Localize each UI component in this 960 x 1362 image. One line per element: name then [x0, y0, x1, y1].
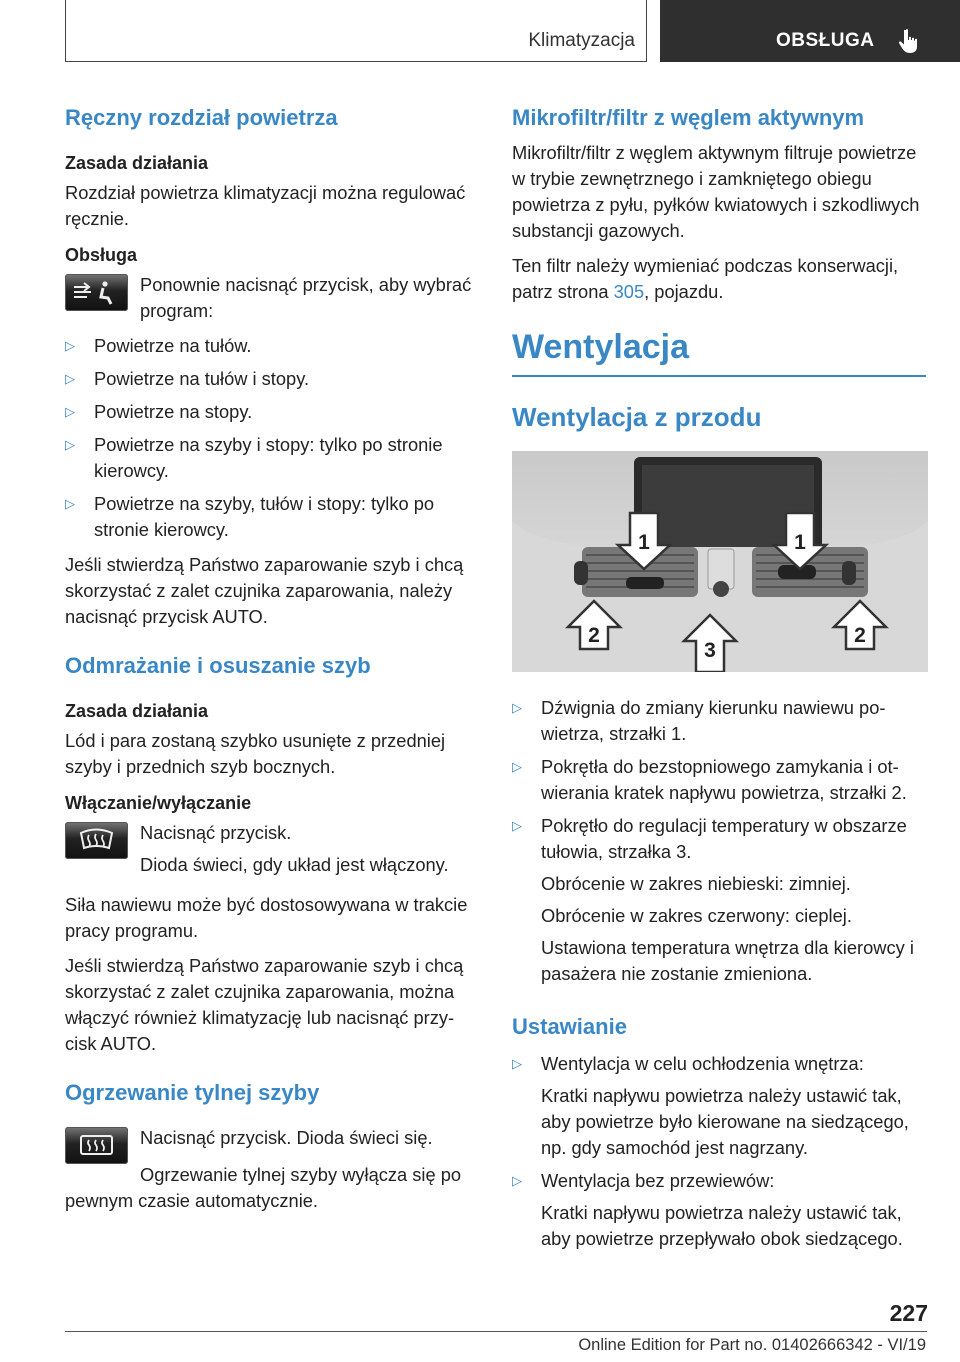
header-tab: [660, 0, 960, 62]
list-item: ▷ Pokrętła do bezstopniowego zamykania i otwierania kratek napływu powietrza, strzałki 2.: [512, 756, 907, 803]
subheading-principle: Zasada działania: [65, 701, 209, 721]
paragraph: Lód i para zostaną szybko usunięte z przedniej szyby i przednich szyb bocznych.: [65, 730, 446, 777]
pointing-hand-icon: [898, 28, 920, 54]
list-triangle-icon: ▷: [512, 818, 522, 833]
list-triangle-icon: ▷: [512, 700, 522, 715]
footer-edition: Online Edition for Part no. 01402666342 - VI/19: [578, 1336, 926, 1354]
list-triangle-icon: ▷: [512, 1056, 522, 1071]
subheading-on-off: Włączanie/wyłączanie: [65, 793, 252, 813]
list-item: ▷ Powietrze na tułów.: [65, 333, 479, 359]
paragraph: Jeśli stwierdzą Państwo zaparowanie szyb i chcą skorzystać z zalet czujnika zaparowania, należy nacisnąć przycisk AUTO.: [65, 554, 464, 627]
paragraph: Ogrzewanie tylnej szyby wyłącza się po pewnym czasie automatycznie.: [65, 1164, 462, 1211]
list-item: ▷ Powietrze na szyby, tułów i stopy: tylko po stronie kierowcy.: [65, 493, 435, 540]
photo-label: 2: [854, 624, 866, 647]
windshield-defrost-icon: [65, 822, 128, 859]
list-triangle-icon: ▷: [65, 437, 75, 452]
photo-label: 2: [588, 624, 600, 647]
list-triangle-icon: ▷: [65, 338, 75, 353]
dashboard-vents-photo: [512, 451, 928, 672]
button-instruction-text: Nacisnąć przycisk. Dioda świeci się.: [140, 1127, 433, 1148]
section-title-microfilter: Mikrofiltr/filtr z węglem aktywnym: [512, 105, 865, 130]
left-column: [65, 96, 479, 1223]
air-distribution-icon: [65, 274, 128, 311]
section-title-front-ventilation: Wentylacja z przodu: [512, 402, 762, 432]
program-list: [65, 333, 479, 543]
chapter-title-ventilation: Wentylacja: [512, 327, 926, 377]
right-column: [512, 96, 926, 1261]
vent-controls-list: [512, 695, 926, 987]
list-item: ▷ Pokrętło do regulacji temperatury w obszarze tułowia, strzałka 3. Obrócenie w zakres niebieski: zimniej. Obrócenie w zakres czerwony: cieplej. Ustawiona temperatura wnętrza dla kierowcy i pasażera nie zostanie zmieniona.: [512, 815, 914, 984]
section-title-manual-air-distribution: Ręczny rozdział powietrza: [65, 105, 338, 130]
paragraph: Siła nawiewu może być dostosowywana w trakcie pracy programu.: [65, 894, 468, 941]
photo-label: 3: [704, 639, 716, 662]
list-item: ▷ Wentylacja bez przewiewów: Kratki napływu powietrza należy ustawić tak, aby powietrze przepływało obok siedzącego.: [512, 1170, 903, 1249]
button-instruction-text: Ponownie nacisnąć przycisk, aby wybrać program:: [140, 274, 472, 321]
paragraph: Ten filtr należy wymieniać podczas konserwacji, patrz strona 305, pojazdu.: [512, 255, 899, 302]
list-item: ▷ Wentylacja w celu ochłodzenia wnętrza: Kratki napływu powietrza należy ustawić tak, aby powietrze było kierowane na siedzącego, np. gdy samochód jest nagrzany.: [512, 1053, 909, 1158]
photo-label: 1: [638, 531, 650, 554]
button-instruction: [65, 272, 479, 324]
photo-label: 1: [794, 531, 806, 554]
rear-window-heat-icon: [65, 1127, 128, 1164]
section-title-rear-window-heating: Ogrzewanie tylnej szyby: [65, 1080, 320, 1105]
list-triangle-icon: ▷: [65, 496, 75, 511]
subheading-principle: Zasada działania: [65, 153, 209, 173]
button-instruction: [65, 1125, 479, 1164]
header-section-title: Klimatyzacja: [528, 30, 635, 51]
paragraph: Mikrofiltr/filtr z węglem aktywnym filtruje powietrze w trybie zewnętrznego i zamkniętego obiegu powietrza z pyłu, pyłków kwiatowych i szkodliwych substancji gazowych.: [512, 142, 920, 241]
subheading-operation: Obsługa: [65, 245, 138, 265]
section-title-defrost: Odmrażanie i osuszanie szyb: [65, 653, 371, 678]
list-item: ▷ Powietrze na tułów i stopy.: [65, 366, 479, 392]
button-instruction: [65, 820, 479, 878]
section-title-settings: Ustawianie: [512, 1014, 627, 1039]
page-link[interactable]: 305: [613, 281, 645, 302]
page-number: 227: [889, 1300, 928, 1326]
list-item: ▷ Powietrze na stopy.: [65, 399, 479, 425]
list-item: ▷ Powietrze na szyby i stopy: tylko po stronie kierowcy.: [65, 434, 443, 481]
settings-list: [512, 1051, 926, 1252]
list-triangle-icon: ▷: [65, 404, 75, 419]
header-tab-label: OBSŁUGA: [776, 30, 875, 51]
paragraph: Rozdział powietrza klimatyzacji można regulować ręcznie.: [65, 182, 466, 229]
footer-divider: [65, 1331, 927, 1332]
button-instruction-text: Nacisnąć przycisk. Dioda świeci, gdy układ jest włączony.: [140, 822, 449, 875]
list-triangle-icon: ▷: [512, 759, 522, 774]
paragraph: Jeśli stwierdzą Państwo zaparowanie szyb i chcą skorzystać z zalet czujnika zaparowania, można włączyć również klimatyzację lub nacisnąć przycisk AUTO.: [65, 955, 464, 1054]
list-item: ▷ Dźwignia do zmiany kierunku nawiewu powietrza, strzałki 1.: [512, 697, 886, 744]
list-triangle-icon: ▷: [65, 371, 75, 386]
list-triangle-icon: ▷: [512, 1173, 522, 1188]
